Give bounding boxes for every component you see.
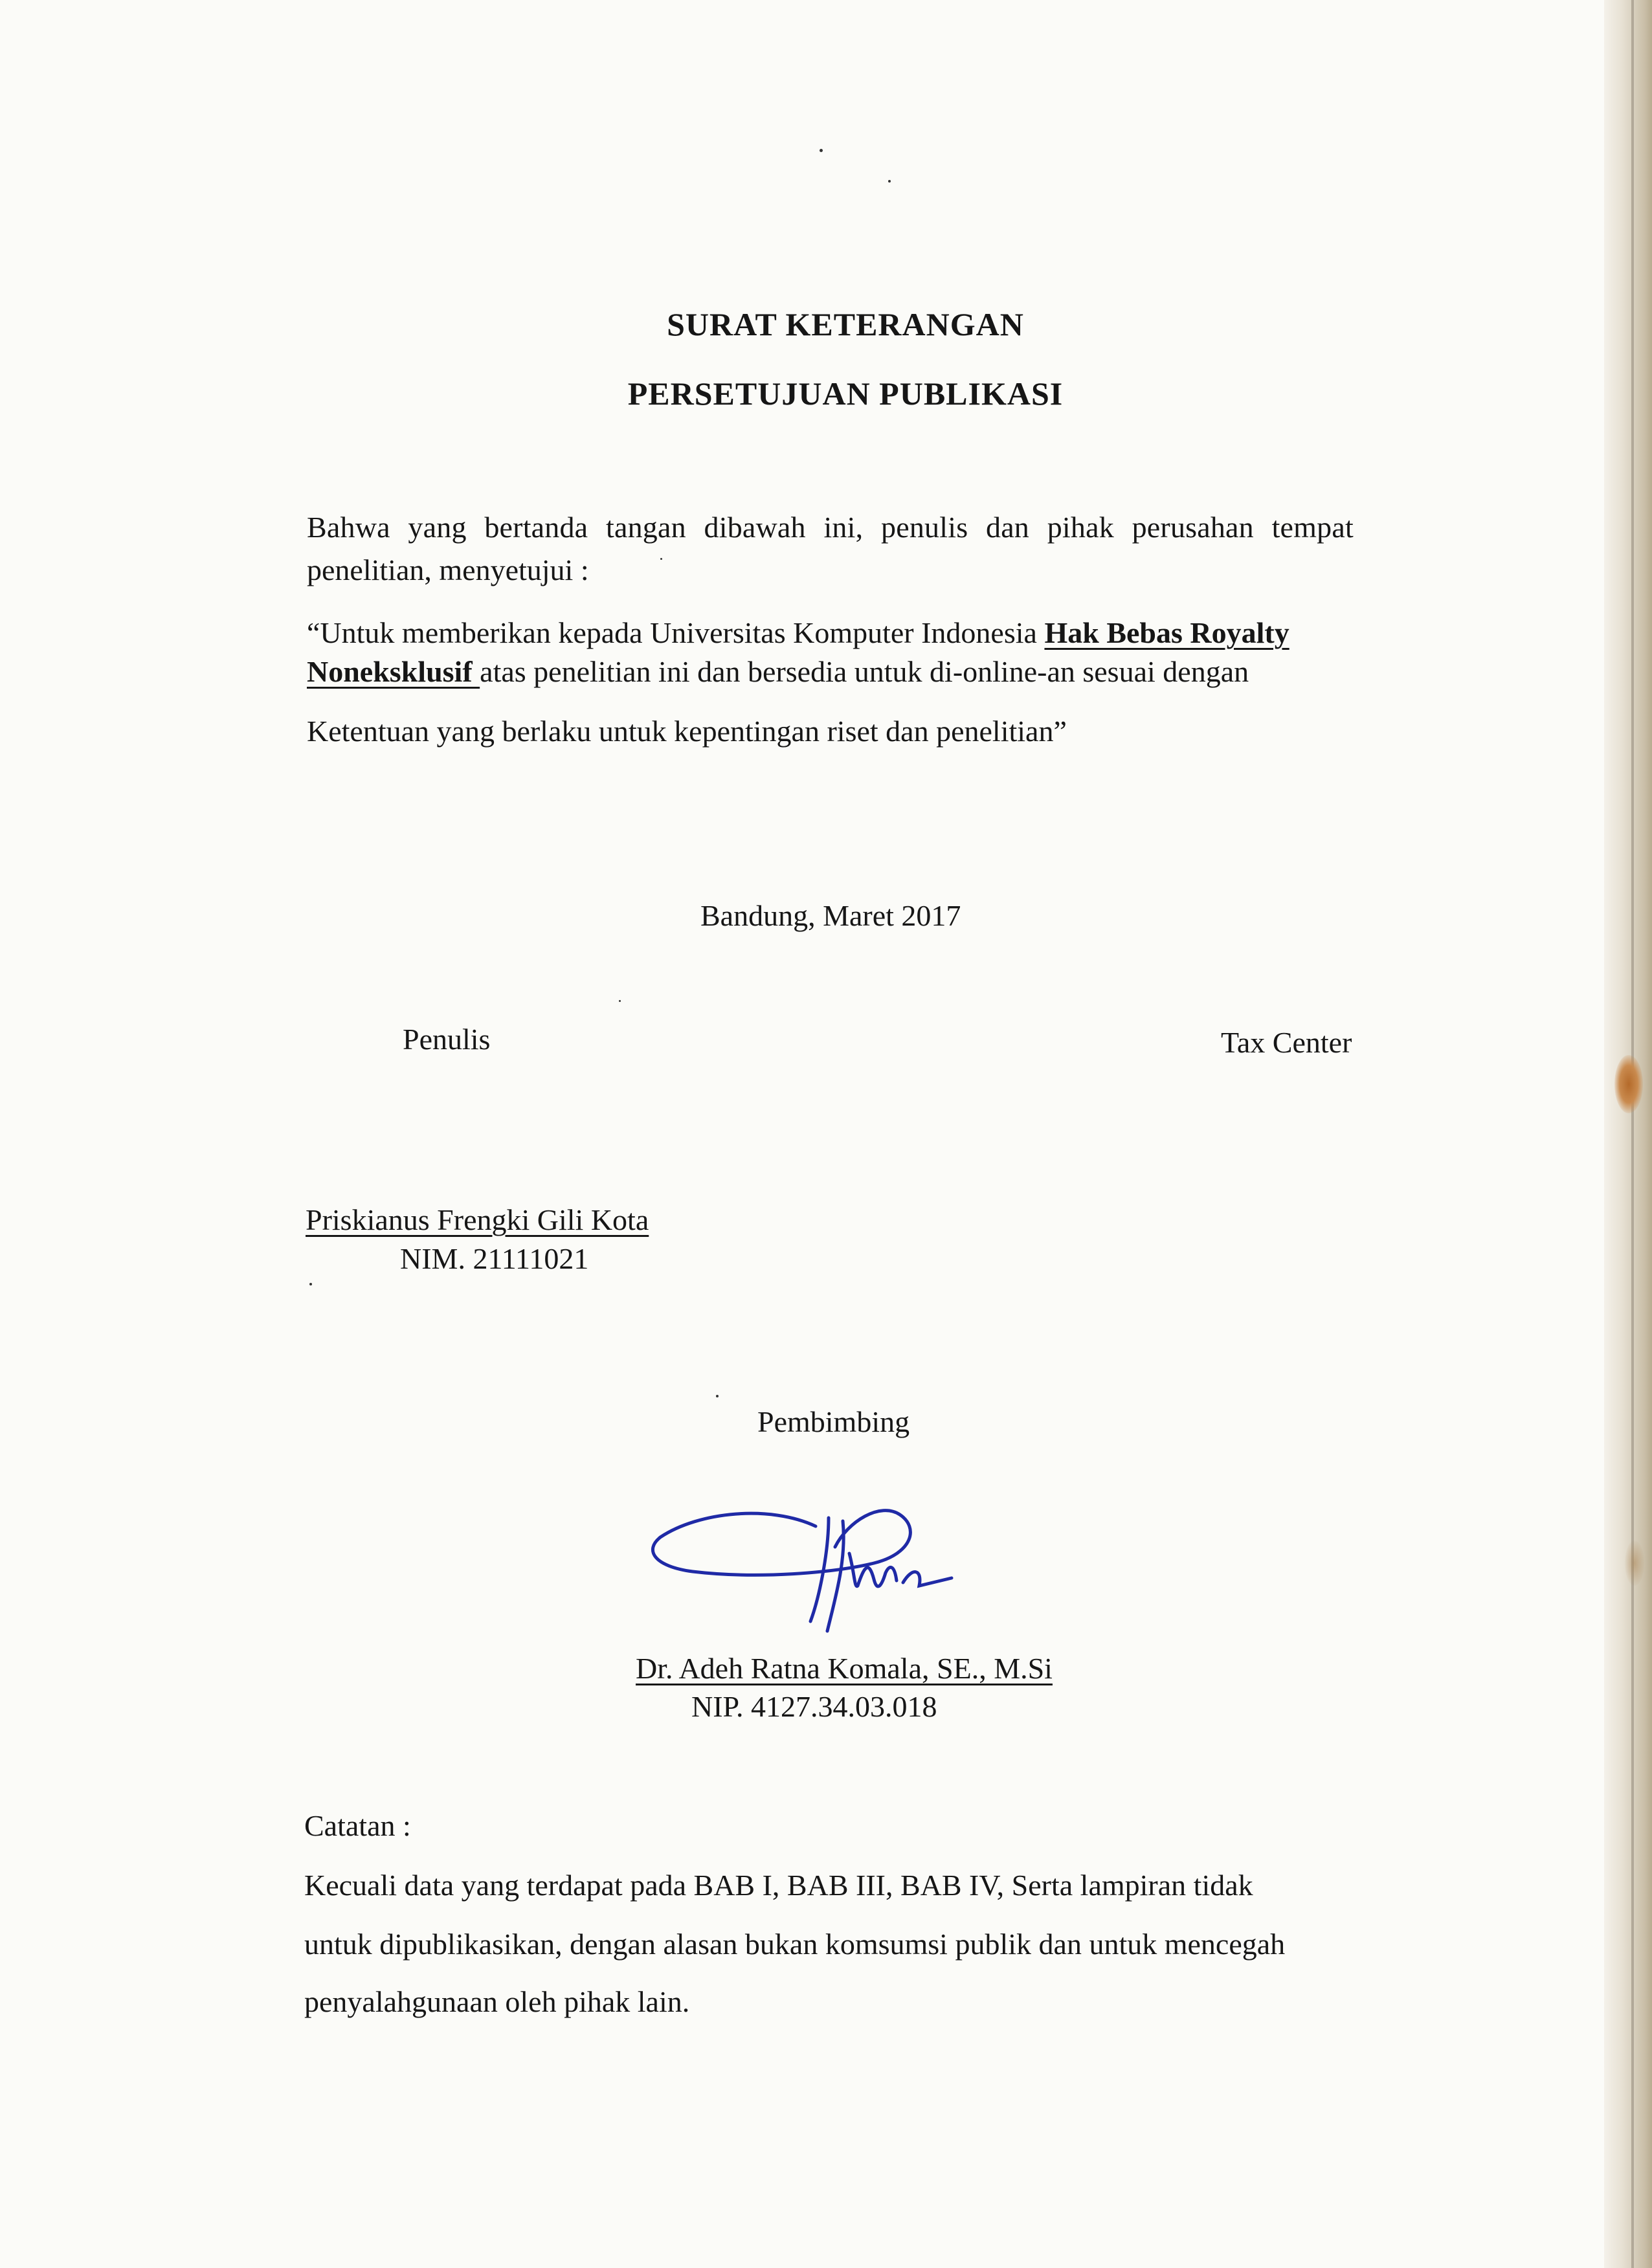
notes-line-2: untuk dipublikasikan, dengan alasan bukan komsumsi publik dan untuk mencegah [304, 1928, 1286, 1961]
paper-stain-faint [1625, 1540, 1644, 1586]
notes-line-1: Kecuali data yang terdapat pada BAB I, BAB III, BAB IV, Serta lampiran tidak [304, 1869, 1253, 1902]
quote-line-1 [307, 618, 1289, 648]
intro-line-1: Bahwa yang bertanda tangan dibawah ini, penulis dan pihak perusahan tempat [307, 511, 1354, 544]
scan-speck [619, 1000, 621, 1002]
paper-edge-shadow [1604, 0, 1652, 2268]
place-date: Bandung, Maret 2017 [700, 899, 961, 932]
quote-line-2-text: atas penelitian ini dan bersedia untuk di-online-an sesuai dengan [480, 655, 1249, 688]
advisor-employee-id: NIP. 4127.34.03.018 [691, 1690, 937, 1723]
page-subtitle: PERSETUJUAN PUBLIKASI [627, 375, 1064, 412]
scan-speck [309, 1283, 312, 1285]
notes-label: Catatan : [304, 1809, 411, 1842]
quote-line-2 [307, 657, 1249, 687]
notes-line-3: penyalahgunaan oleh pihak lain. [304, 1985, 690, 2018]
scan-speck [660, 558, 662, 560]
author-student-id: NIM. 21111021 [400, 1242, 589, 1275]
author-role-label: Penulis [403, 1023, 491, 1056]
author-name: Priskianus Frengki Gili Kota [306, 1203, 649, 1236]
scan-speck [888, 180, 891, 183]
non-exclusive-term: Noneksklusif [307, 655, 480, 688]
royalty-free-term: Hak Bebas Royalty [1044, 616, 1289, 649]
advisor-role-label: Pembimbing [757, 1405, 910, 1438]
page-title: SURAT KETERANGAN [667, 306, 1024, 342]
scan-speck [716, 1395, 719, 1397]
paper-edge-line [1631, 0, 1634, 2268]
paper-stain [1614, 1055, 1643, 1113]
company-role-label: Tax Center [1221, 1026, 1352, 1059]
intro-line-2: penelitian, menyetujui : [307, 553, 589, 586]
scan-speck [820, 149, 823, 152]
quote-line-1-text: “Untuk memberikan kepada Universitas Komputer Indonesia [307, 616, 1045, 649]
advisor-signature [641, 1476, 977, 1638]
advisor-name: Dr. Adeh Ratna Komala, SE., M.Si [636, 1652, 1053, 1685]
quote-line-3: Ketentuan yang berlaku untuk kepentingan riset dan penelitian” [307, 715, 1067, 748]
